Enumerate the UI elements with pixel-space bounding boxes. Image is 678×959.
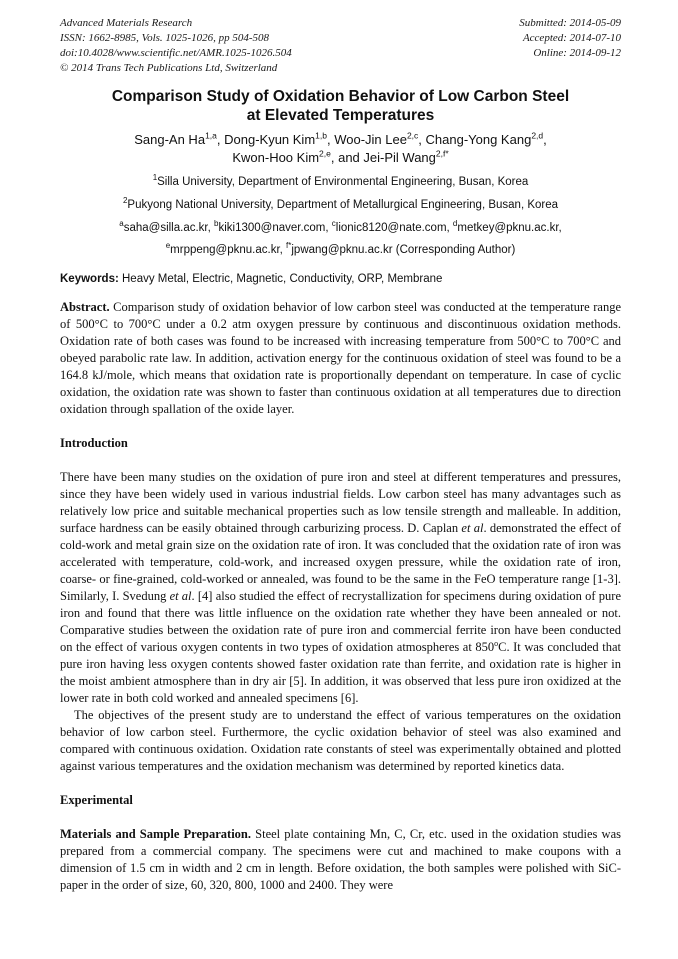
journal-issn-line: ISSN: 1662-8985, Vols. 1025-1026, pp 504-508 — [60, 32, 269, 44]
author-emails-line1: $^a$saha@silla.ac.kr, $^b$kiki1300@naver.com, $^c$lionic8120@nate.com, $^d$metkey@pknu.ac.kr, — [119, 219, 562, 234]
journal-header-left — [60, 16, 292, 76]
experimental-paragraph-1: Materials and Sample Preparation. Steel plate containing Mn, C, Cr, etc. used in the oxidation studies was prepared from a commercial company. The specimens were cut and machined to make coupons with a dimension of 1.5 cm in width and 2 cm in length. Before oxidation, the both samples were polished with SiC-paper in the order of size, 60, 320, 800, 1000 and 2400. They were — [60, 827, 622, 892]
abstract-paragraph: Abstract. Comparison study of oxidation behavior of low carbon steel was conducted at the temperature range of 500°C to 700°C under a 0.2 atm oxygen pressure by continuous and discontinuous oxidation methods. Oxidation rate of both cases was found to be increased with increasing temperature from 500°C to 700°C and obeyed parabolic rate law. In addition, activation energy for the continuous oxidation of steel was found to be a 164.8 kJ/mole, which means that oxidation rate is proportionally dependant on temperature. In case of cyclic oxidation, the oxidation rate was shown to faster than continuous oxidation at all temperatures due to direction oxidation through spallation of the oxide layer. — [60, 300, 621, 416]
section-heading-introduction: Introduction — [60, 436, 128, 450]
author-line-1: Sang-An Ha$^{1,a}$, Dong-Kyun Kim$^{1,b}$, Woo-Jin Lee$^{2,c}$, Chang-Yong Kang$^{2,d}$, — [134, 130, 547, 147]
author-list — [60, 131, 621, 167]
paper-title-line1: Comparison Study of Oxidation Behavior of Low Carbon Steel — [111, 88, 570, 105]
author-line-2: Kwon-Hoo Kim$^{2,e}$, and Jei-Pil Wang$^{2,f*}$ — [232, 148, 449, 165]
journal-header — [60, 16, 621, 76]
journal-doi-line: doi:10.4028/www.scientific.net/AMR.1025-1026.504 — [60, 47, 292, 59]
journal-header-right — [519, 16, 621, 76]
paper-title-line2: at Elevated Temperatures — [246, 107, 435, 124]
introduction-paragraph-2: The objectives of the present study are to understand the effect of various temperatures on the oxidation behavior of low carbon steel. Furthermore, the cyclic oxidation behavior of steel was also examined and compared with continuous oxidation. Oxidation rate constants of steel was experimentally obtained and plotted against various temperatures and the oxidation mechanism was determined by reported kinetics data. — [60, 708, 621, 773]
journal-copyright-line: © 2014 Trans Tech Publications Ltd, Switzerland — [60, 62, 278, 74]
online-date: Online: 2014-09-12 — [533, 47, 621, 59]
affiliation-1: $^1$Silla University, Department of Environmental Engineering, Busan, Korea — [152, 173, 529, 188]
journal-name: Advanced Materials Research — [60, 17, 193, 29]
accepted-date: Accepted: 2014-07-10 — [522, 32, 621, 44]
submitted-date: Submitted: 2014-05-09 — [519, 17, 621, 29]
keywords-line: Keywords: Heavy Metal, Electric, Magnetic, Conductivity, ORP, Membrane — [60, 273, 443, 285]
author-emails-line2: $^e$mrppeng@pknu.ac.kr, $^{f*}$jpwang@pknu.ac.kr (Corresponding Author) — [165, 241, 516, 256]
introduction-paragraph-1: There have been many studies on the oxidation of pure iron and steel at different temperatures and pressures, since they have been widely used in various industrial fields. Low carbon steel has many advantages such as relatively low price and suitable mechanical properties such as low tensile strength and malleable. In addition, surface hardness can be easily obtained through carburizing process. D. Caplan et al. demonstrated the effect of cold-work and metal grain size on the oxidation rate of iron. It was concluded that the oxidation rate of iron was accelerated with temperature, cold-work, and increased oxygen pressure, while the oxidation rate of iron, coarse- or fine-grained, cold-worked or annealed, was found to be the same in the FeO temperature range [1-3]. Similarly, I. Svedung et al. [4] also studied the effect of recrystallization for specimens during oxidation of pure iron and found that there was little influence on the oxidation rate whether they have been annealed or not. Comparative studies between the oxidation rate of pure iron and commercial ferrite iron have been conducted on the effect of various oxygen contents in two types of oxidation atmospheres at 850$^o$C. It was concluded that pure iron having less oxygen contents showed faster oxidation rate than ferrite, and oxidation rate is higher in the moist ambient atmosphere than in dry air [5]. In addition, it was observed that less pure iron oxidized at the lower rate in both cold worked and annealed specimens [6]. — [60, 470, 622, 705]
affiliation-2: $^2$Pukyong National University, Department of Metallurgical Engineering, Busan, Korea — [122, 196, 559, 211]
section-heading-experimental: Experimental — [60, 793, 133, 807]
paper-title — [60, 87, 621, 125]
